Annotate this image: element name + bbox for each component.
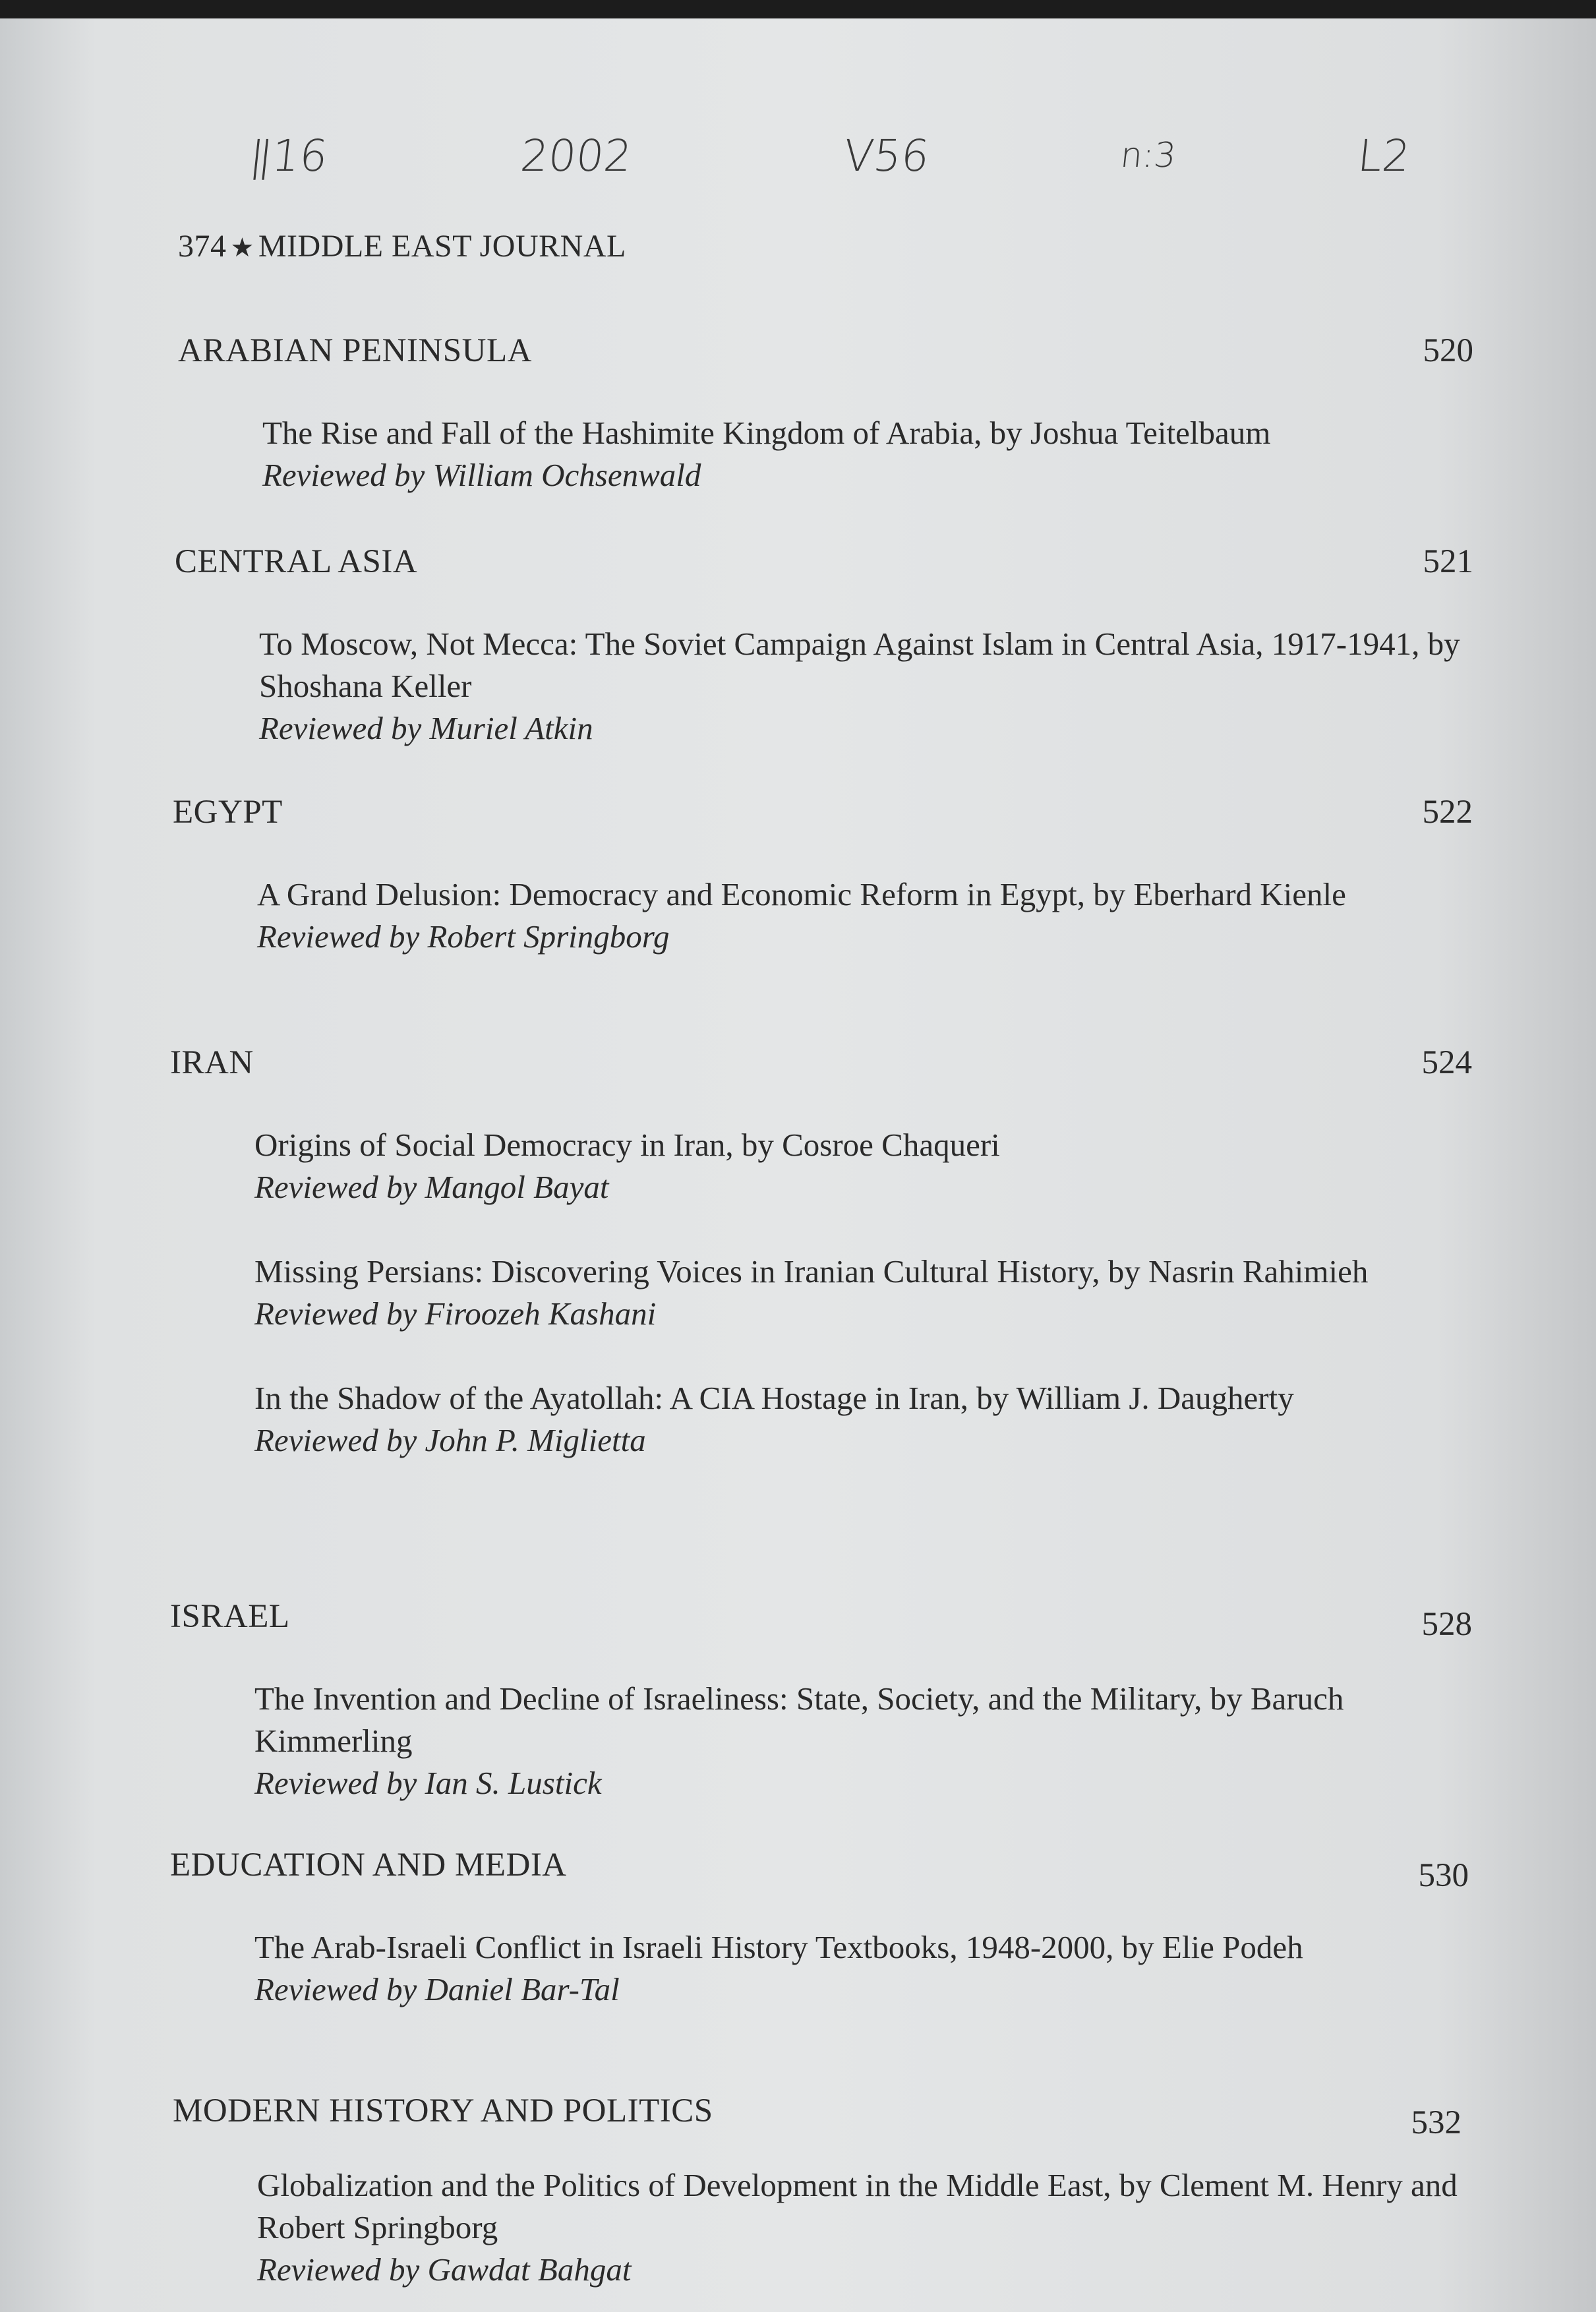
scanner-edge <box>0 0 1596 18</box>
section-page: 522 <box>1422 794 1473 831</box>
section-israel <box>170 1597 1472 1804</box>
reviewer: Reviewed by Muriel Atkin <box>259 710 593 746</box>
section-title: ARABIAN PENINSULA <box>178 332 532 369</box>
review-entry <box>257 874 1483 958</box>
section-title: ISRAEL <box>170 1598 290 1635</box>
review-entry <box>254 1124 1481 1208</box>
reviewer: Reviewed by Ian S. Lustick <box>254 1765 602 1801</box>
handwritten-number: n:3 <box>1118 136 1178 175</box>
book-title: Origins of Social Democracy in Iran, by Cosroe Chaqueri <box>254 1127 1000 1163</box>
section-modern-history-and-politics <box>173 2092 1462 2291</box>
book-title: To Moscow, Not Mecca: The Soviet Campaign Against Islam in Central Asia, 1917-1941, by Shoshana Keller <box>259 626 1460 704</box>
page-number: 374 <box>178 229 227 264</box>
review-entry <box>254 1678 1481 1804</box>
handwritten-call-number: ǁ16 <box>247 131 330 181</box>
reviewer: Reviewed by Gawdat Bahgat <box>257 2251 632 2288</box>
book-title: The Rise and Fall of the Hashimite Kingdom of Arabia, by Joshua Teitelbaum <box>262 415 1271 451</box>
book-title: Missing Persians: Discovering Voices in Iranian Cultural History, by Nasrin Rahimieh <box>254 1253 1369 1289</box>
section-title: EDUCATION AND MEDIA <box>170 1847 567 1883</box>
handwritten-shelf: L2 <box>1355 131 1413 181</box>
handwritten-volume: V56 <box>841 131 932 181</box>
section-egypt <box>173 793 1473 958</box>
section-education-and-media <box>170 1846 1469 2011</box>
reviewer: Reviewed by Daniel Bar-Tal <box>254 1971 620 2007</box>
running-head <box>178 228 626 264</box>
section-title: MODERN HISTORY AND POLITICS <box>173 2092 713 2129</box>
book-title: The Arab-Israeli Conflict in Israeli History Textbooks, 1948-2000, by Elie Podeh <box>254 1929 1303 1965</box>
review-entry <box>254 1926 1481 2011</box>
reviewer: Reviewed by Firoozeh Kashani <box>254 1295 657 1332</box>
reviewer: Reviewed by William Ochsenwald <box>262 457 701 493</box>
review-entry <box>254 1251 1481 1335</box>
book-title: A Grand Delusion: Democracy and Economic Reform in Egypt, by Eberhard Kienle <box>257 876 1346 912</box>
section-page: 520 <box>1423 332 1473 369</box>
section-title: CENTRAL ASIA <box>175 543 418 580</box>
section-iran <box>170 1044 1472 1462</box>
review-entry <box>257 2164 1483 2291</box>
section-page: 524 <box>1421 1044 1472 1081</box>
review-entry <box>259 623 1485 750</box>
section-page: 532 <box>1411 2104 1462 2141</box>
section-page: 530 <box>1418 1857 1469 1894</box>
book-title: In the Shadow of the Ayatollah: A CIA Hostage in Iran, by William J. Daugherty <box>254 1380 1294 1416</box>
section-arabian-peninsula <box>178 332 1473 496</box>
journal-title: MIDDLE EAST JOURNAL <box>258 229 626 264</box>
review-entry <box>254 1377 1481 1462</box>
section-central-asia <box>175 543 1473 750</box>
reviewer: Reviewed by Mangol Bayat <box>254 1169 609 1205</box>
journal-page <box>0 18 1596 2312</box>
section-page: 528 <box>1421 1606 1472 1643</box>
book-title: The Invention and Decline of Israeliness: State, Society, and the Military, by Baruch Kimmerling <box>254 1680 1344 1759</box>
reviewer: Reviewed by John P. Miglietta <box>254 1422 646 1458</box>
section-title: EGYPT <box>173 794 283 831</box>
handwritten-year: 2002 <box>517 131 635 181</box>
book-title: Globalization and the Politics of Development in the Middle East, by Clement M. Henry and Robert Springborg <box>257 2167 1458 2245</box>
review-entry <box>262 412 1489 496</box>
section-title: IRAN <box>170 1044 254 1081</box>
star-icon: ★ <box>230 233 254 262</box>
section-page: 521 <box>1423 543 1473 580</box>
reviewer: Reviewed by Robert Springborg <box>257 918 670 955</box>
